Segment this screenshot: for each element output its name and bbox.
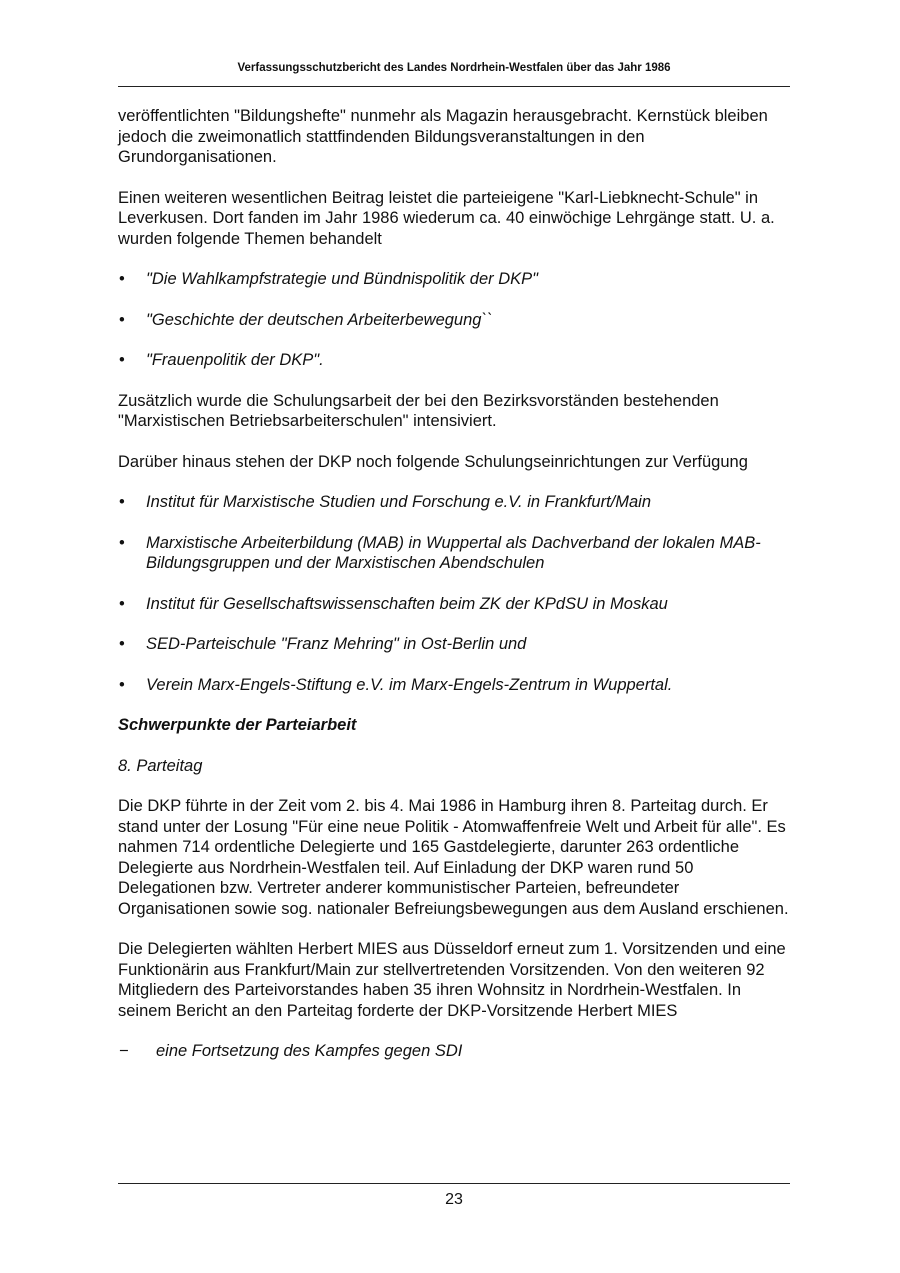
institutions-list <box>118 492 790 695</box>
list-item <box>118 533 790 574</box>
bullet-icon: • <box>119 675 125 694</box>
list-item <box>118 269 790 290</box>
list-item-text: Institut für Gesellschaftswissenschaften beim ZK der KPdSU in Moskau <box>146 594 668 613</box>
list-item-text: "Frauenpolitik der DKP". <box>146 351 324 369</box>
dash-icon: − <box>119 1042 129 1060</box>
bullet-icon: • <box>119 533 125 552</box>
header-rule <box>118 86 790 87</box>
list-item-text: Institut für Marxistische Studien und Forschung e.V. in Frankfurt/Main <box>146 493 651 511</box>
paragraph-parteitag: Die DKP führte in der Zeit vom 2. bis 4. Mai 1986 in Hamburg ihren 8. Parteitag durch. Er stand unter der Losung "Für eine neue Politik - Atomwaffenfreie Welt und Arbeit für alle". Es nahmen 714 ordentliche Delegierte und 165 Gastdelegierte, darunter 263 ordentliche Delegierte aus Nordrhein-Westfalen teil. Auf Einladung der DKP waren rund 50 Delegationen bzw. Vertreter anderer kommunistischer Parteien, befreundeter Organisationen sowie sog. nationaler Befreiungsbewegungen aus dem Ausland erschienen. <box>118 797 789 918</box>
subsection-heading: 8. Parteitag <box>118 756 203 775</box>
list-item-text: Verein Marx-Engels-Stiftung e.V. im Marx-Engels-Zentrum in Wuppertal. <box>146 675 673 694</box>
list-item <box>118 675 790 696</box>
list-item-text: Marxistische Arbeiterbildung (MAB) in Wuppertal als Dachverband der lokalen MAB-Bildungsgruppen und der Marxistischen Abendschulen <box>146 533 761 572</box>
bullet-icon: • <box>119 493 125 511</box>
bullet-icon: • <box>119 594 125 613</box>
page-number: 23 <box>445 1191 463 1208</box>
list-item <box>118 594 790 615</box>
list-item <box>118 350 790 371</box>
running-header: Verfassungsschutzbericht des Landes Nordrhein-Westfalen über das Jahr 1986 <box>237 62 671 74</box>
paragraph-delegierte: Die Delegierten wählten Herbert MIES aus Düsseldorf erneut zum 1. Vorsitzenden und eine Funktionärin aus Frankfurt/Main zur stellvertretenden Vorsitzenden. Von den weiteren 92 Mitgliedern des Parteivorstandes haben 35 ihren Wohnsitz in Nordrhein-Westfalen. In seinem Bericht an den Parteitag forderte der DKP-Vorsitzende Herbert MIES <box>118 940 786 1020</box>
paragraph-bildungshefte: veröffentlichten "Bildungshefte" nunmehr als Magazin herausgebracht. Kernstück bleiben jedoch die zweimonatlich stattfindenden Bildungsveranstaltungen in den Grundorganisationen. <box>118 107 768 166</box>
list-item-text: SED-Parteischule "Franz Mehring" in Ost-Berlin und <box>146 635 527 653</box>
section-heading: Schwerpunkte der Parteiarbeit <box>118 716 357 734</box>
list-item-text: "Die Wahlkampfstrategie und Bündnispolitik der DKP" <box>146 270 539 288</box>
footer-rule <box>118 1183 790 1184</box>
dash-list-item <box>118 1041 790 1062</box>
topics-list <box>118 269 790 371</box>
list-item <box>118 310 790 331</box>
list-item-text: "Geschichte der deutschen Arbeiterbewegung`` <box>146 310 493 329</box>
list-item <box>118 634 790 655</box>
paragraph-karl-liebknecht-schule: Einen weiteren wesentlichen Beitrag leistet die parteieigene "Karl-Liebknecht-Schule" in Leverkusen. Dort fanden im Jahr 1986 wiederum ca. 40 einwöchige Lehrgänge statt. U. a. wurden folgende Themen behandelt <box>118 188 775 248</box>
bullet-icon: • <box>119 270 125 288</box>
paragraph-betriebsarbeiterschulen: Zusätzlich wurde die Schulungsarbeit der bei den Bezirksvorständen bestehenden "Marxistischen Betriebsarbeiterschulen" intensiviert. <box>118 391 719 430</box>
bullet-icon: • <box>119 310 125 329</box>
bullet-icon: • <box>119 351 125 369</box>
list-item <box>118 492 790 513</box>
page-body <box>118 106 790 1062</box>
dash-list-item-text: eine Fortsetzung des Kampfes gegen SDI <box>156 1042 463 1060</box>
paragraph-schulungseinrichtungen: Darüber hinaus stehen der DKP noch folgende Schulungseinrichtungen zur Verfügung <box>118 452 748 471</box>
bullet-icon: • <box>119 635 125 653</box>
